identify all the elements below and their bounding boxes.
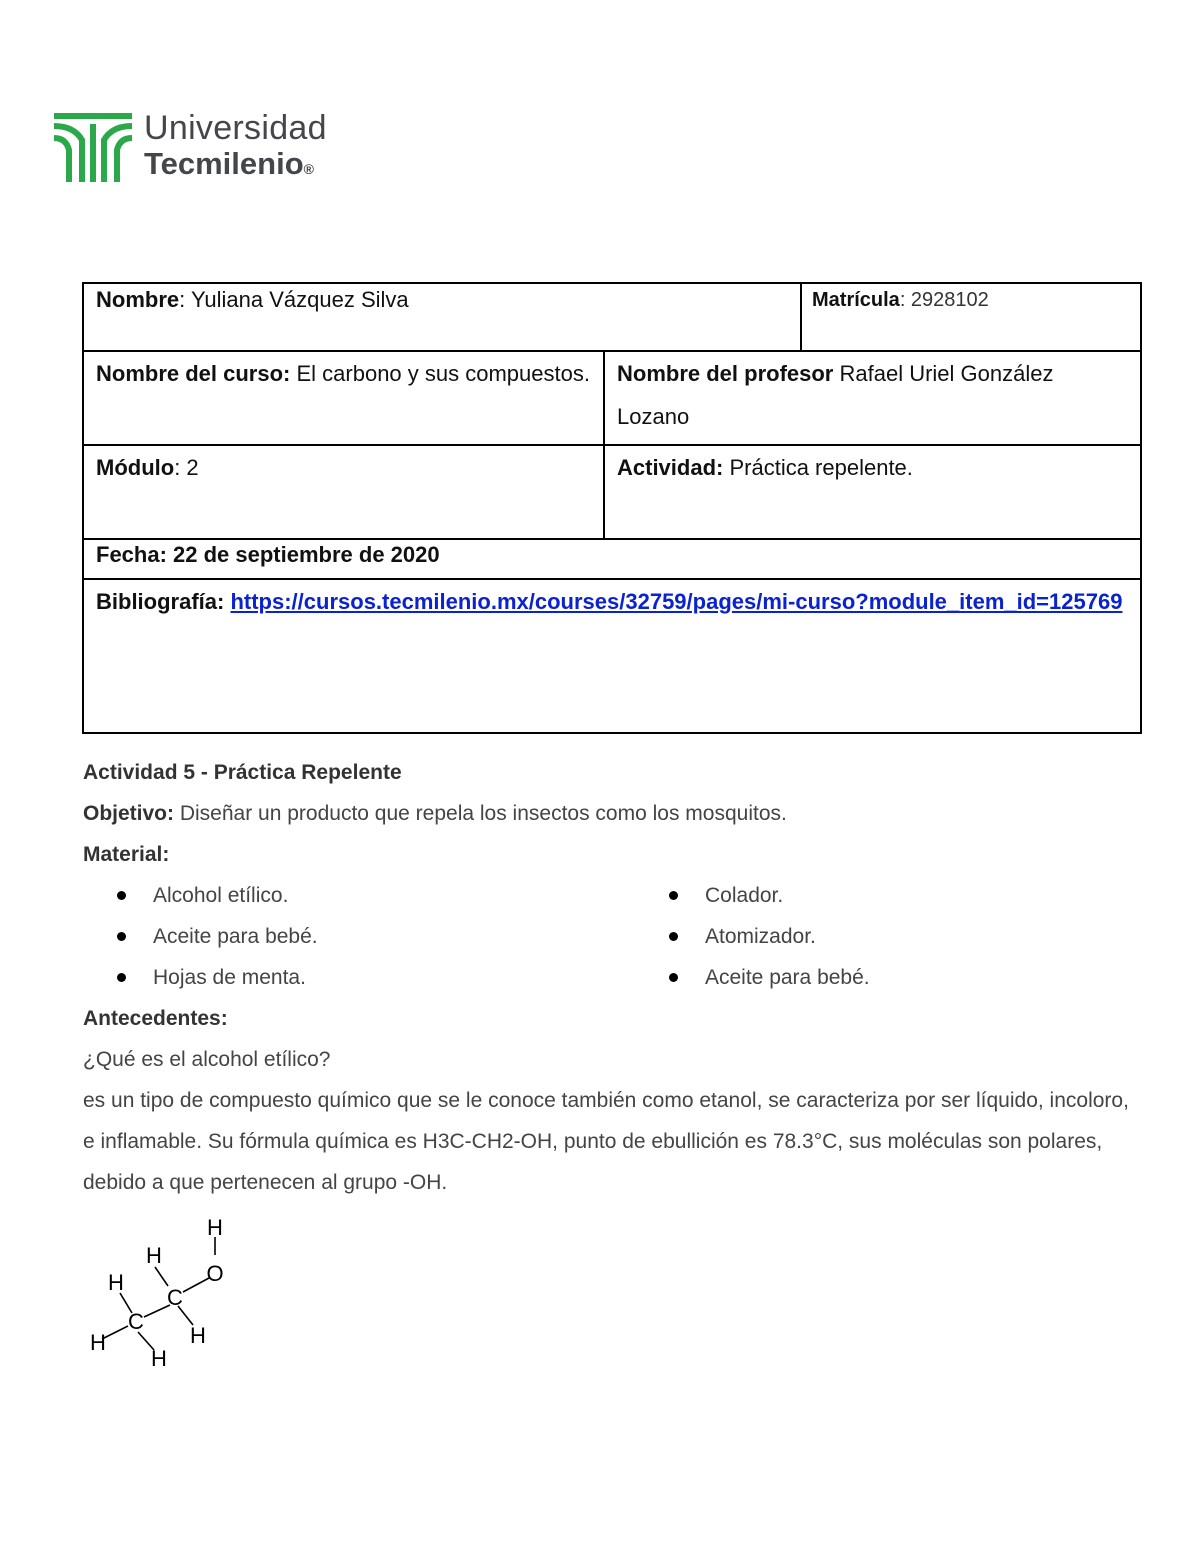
bullet-icon (117, 973, 126, 982)
bullet-icon (669, 973, 678, 982)
bullet-icon (117, 891, 126, 900)
list-item: Hojas de menta. (83, 957, 635, 998)
atom-c: C (167, 1285, 183, 1310)
bullet-icon (669, 932, 678, 941)
nombre-label: Nombre (96, 287, 180, 312)
ethanol-structure-diagram (82, 1210, 252, 1380)
curso-label: Nombre del curso: (96, 361, 291, 386)
atom-h: H (90, 1330, 106, 1355)
profesor-value: Rafael Uriel González Lozano (617, 361, 1054, 429)
nombre-cell (84, 284, 801, 350)
nombre-value: : Yuliana Vázquez Silva (179, 287, 409, 312)
curso-value: El carbono y sus compuestos. (290, 361, 590, 386)
materials-list (83, 875, 1143, 998)
bibliografia-label: Bibliografía (96, 589, 218, 614)
bullet-icon (669, 891, 678, 900)
atom-h: H (108, 1270, 124, 1295)
materials-column-2 (635, 875, 1143, 998)
logo-line2: Tecmilenio (144, 146, 304, 181)
materials-column-1 (83, 875, 635, 998)
fecha-cell (83, 539, 1141, 579)
objetivo-text: Diseñar un producto que repela los insectos como los mosquitos. (174, 802, 787, 825)
logo-registered-mark: ® (303, 161, 314, 177)
actividad-cell (604, 446, 1140, 538)
list-item: Atomizador. (635, 916, 1143, 957)
question-text: ¿Qué es el alcohol etílico? (83, 1048, 331, 1071)
activity-content (83, 752, 1143, 1203)
matricula-label: Matrícula (812, 289, 900, 311)
fecha-value: : 22 de septiembre de 2020 (159, 542, 440, 567)
bullet-icon (117, 932, 126, 941)
list-item: Aceite para bebé. (83, 916, 635, 957)
modulo-label: Módulo (96, 455, 175, 480)
list-item: Colador. (635, 875, 1143, 916)
profesor-cell (604, 352, 1140, 444)
atom-h: H (151, 1346, 167, 1371)
modulo-value: : 2 (174, 455, 199, 480)
university-logo (52, 110, 372, 190)
curso-cell (84, 352, 604, 444)
actividad-label: Actividad: (617, 455, 724, 480)
actividad-value: Práctica repelente. (723, 455, 913, 480)
tecmilenio-emblem-icon (52, 110, 134, 184)
bibliografia-cell (83, 579, 1141, 733)
activity-title: Actividad 5 - Práctica Repelente (83, 761, 402, 784)
bibliografia-link[interactable]: https://cursos.tecmilenio.mx/courses/32759/pages/mi-curso?module_item_id=125769 (230, 589, 1123, 614)
list-item: Aceite para bebé. (635, 957, 1143, 998)
list-item: Alcohol etílico. (83, 875, 635, 916)
fecha-label: Fecha (96, 542, 160, 567)
material-label: Material: (83, 843, 170, 866)
student-info-table (82, 282, 1142, 734)
matricula-value: : 2928102 (899, 289, 989, 311)
logo-line1: Universidad (144, 109, 327, 147)
profesor-label: Nombre del profesor (617, 361, 834, 386)
antecedentes-label: Antecedentes: (83, 1007, 228, 1030)
objetivo-label: Objetivo: (83, 802, 175, 825)
atom-h: H (207, 1215, 223, 1240)
bibliografia-sep: : (217, 589, 231, 614)
atom-h: H (190, 1323, 206, 1348)
atom-c: C (128, 1309, 144, 1334)
ethanol-paragraph: es un tipo de compuesto químico que se le conoce también como etanol, se caracteriza por ser líquido, incoloro, e inflamable. Su fórmula química es H3C-CH2-OH, punto de ebullición es 78.3°C, sus moléculas son polares, debido a que pertenecen al grupo -OH. (83, 1089, 1129, 1194)
matricula-cell (801, 284, 1140, 350)
modulo-cell (84, 446, 604, 538)
atom-h: H (146, 1243, 162, 1268)
atom-o: O (206, 1261, 224, 1286)
